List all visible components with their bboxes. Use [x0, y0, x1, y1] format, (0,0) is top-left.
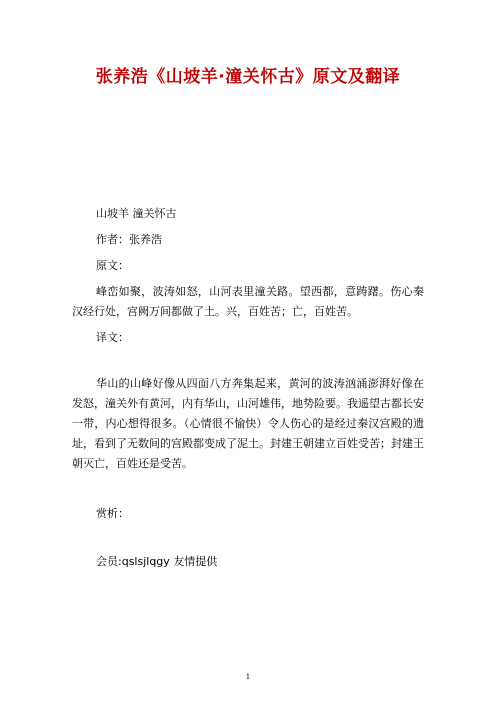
spacer: [72, 348, 424, 374]
page-number: 1: [245, 673, 251, 681]
spacer: [72, 474, 424, 504]
spacer: [72, 524, 424, 552]
appreciation-label: 赏析：: [96, 507, 129, 520]
author-line: 作者：张养浩: [96, 233, 162, 246]
translation-label: 译文：: [96, 331, 129, 344]
poem-title: 山坡羊 潼关怀古: [96, 207, 177, 220]
footer-note: 会员:qslsjlqgy 友情提供: [96, 555, 218, 568]
original-text: 峰峦如聚，波涛如怒，山河表里潼关路。望西都，意踌躇。伤心秦汉经行处，宫阙万间都做了土。兴，百姓苦；亡，百姓苦。: [72, 285, 424, 318]
document-title: 张养浩《山坡羊·潼关怀古》原文及翻译: [95, 67, 401, 87]
original-label: 原文：: [96, 259, 129, 272]
translation-text: 华山的山峰好像从四面八方奔集起来，黄河的波涛汹涌澎湃好像在发怒，潼关外有黄河，内有华山，山河雄伟，地势险要。我遥望古都长安一带，内心想得很多。（心情很不愉快）令人伤心的是经过秦汉宫殿的遗址，看到了无数间的宫殿都变成了泥土。封建王朝建立百姓受苦；封建王朝灭亡，百姓还是受苦。: [72, 377, 424, 470]
document-body: [72, 204, 424, 572]
